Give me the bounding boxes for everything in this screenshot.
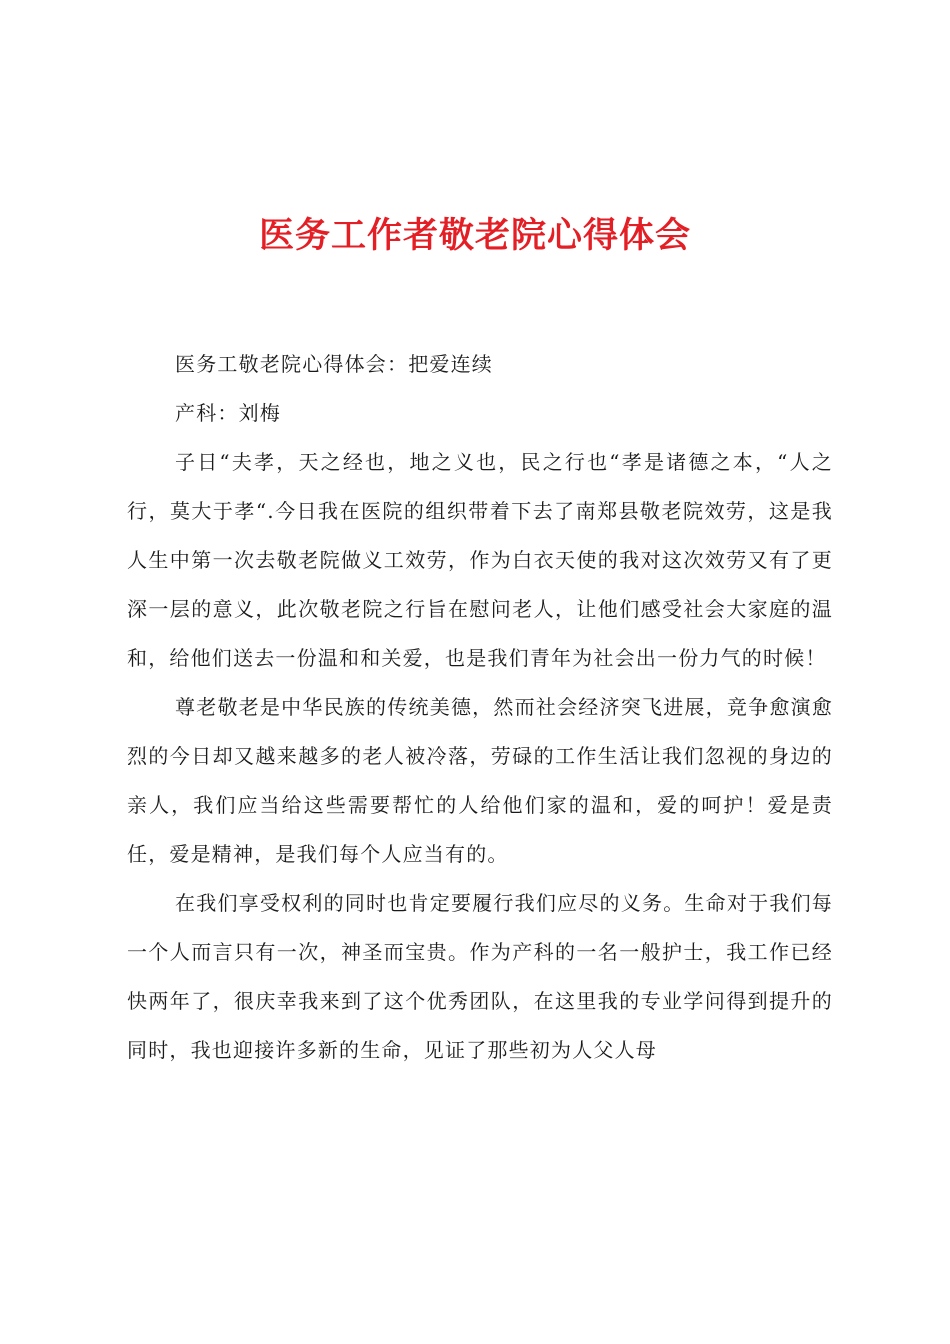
paragraph-2: 尊老敬老是中华民族的传统美德，然而社会经济突飞进展，竞争愈演愈烈的今日却又越来越多的老人被冷落，劳碌的工作生活让我们忽视的身边的亲人，我们应当给这些需要帮忙的人给他们家的温和，爱的呵护！爱是责任，爱是精神，是我们每个人应当有的。 bbox=[127, 695, 833, 866]
paragraph-3: 在我们享受权利的同时也肯定要履行我们应尽的义务。生命对于我们每一个人而言只有一次，神圣而宝贵。作为产科的一名一般护士，我工作已经快两年了，很庆幸我来到了这个优秀团队，在这里我的专业学问得到提升的同时，我也迎接许多新的生命，见证了那些初为人父人母 bbox=[127, 891, 833, 1062]
document-body bbox=[127, 340, 833, 1075]
author-line: 产科：刘梅 bbox=[175, 401, 281, 425]
document-title: 医务工作者敬老院心得体会 bbox=[258, 215, 691, 256]
subtitle-line: 医务工敬老院心得体会：把爱连续 bbox=[175, 352, 493, 376]
paragraph-1: 子日“夫孝，天之经也，地之义也，民之行也“孝是诸德之本，“人之行，莫大于孝“.今日我在医院的组织带着下去了南郑县敬老院效劳，这是我人生中第一次去敬老院做义工效劳，作为白衣天使的我对这次效劳又有了更深一层的意义，此次敬老院之行旨在慰问老人，让他们感受社会大家庭的温和，给他们送去一份温和和关爱，也是我们青年为社会出一份力气的时候！ bbox=[127, 450, 833, 670]
